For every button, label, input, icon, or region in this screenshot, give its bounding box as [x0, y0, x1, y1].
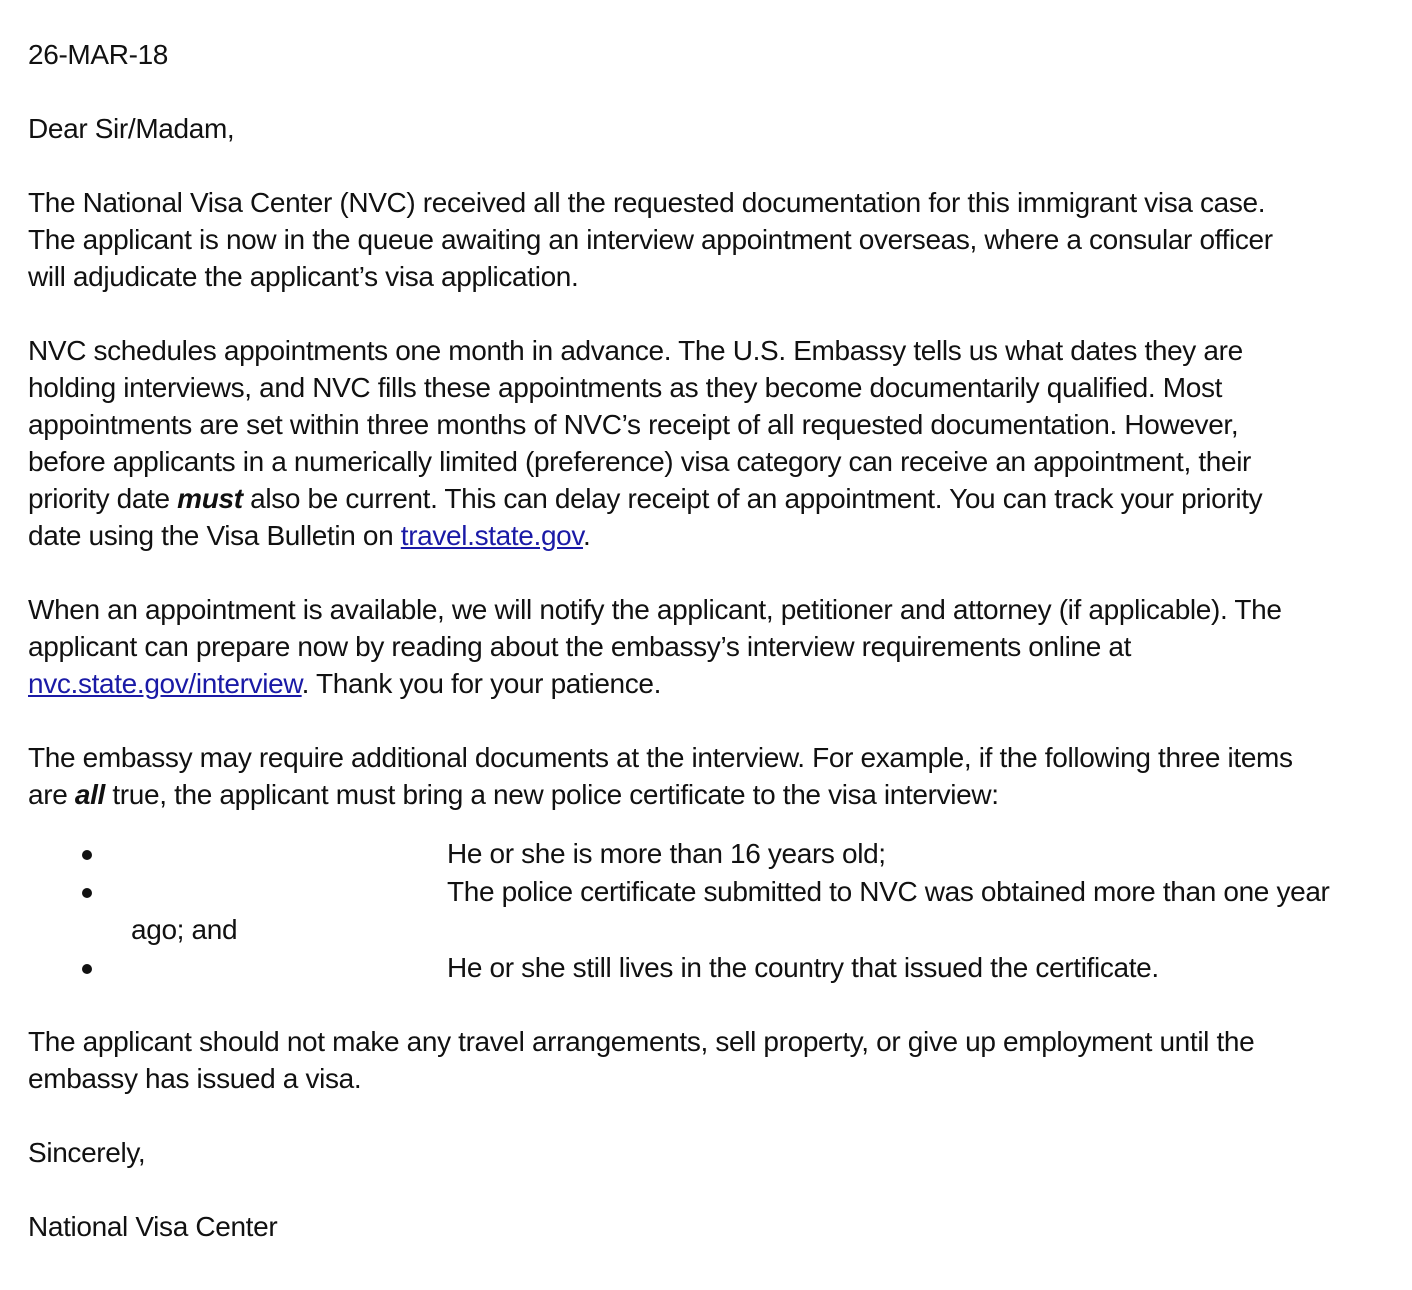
emphasis-all: all: [74, 779, 105, 810]
paragraph-line: The embassy may require additional documents at the interview. For example, if the following three items: [28, 742, 1293, 773]
list-item-text: The police certificate submitted to NVC was obtained more than one year: [447, 876, 1330, 907]
bullet-icon: [82, 850, 92, 860]
paragraph-line: [28, 665, 1404, 702]
letter-closing: Sincerely,: [28, 1137, 146, 1168]
paragraph-line: will adjudicate the applicant’s visa application.: [28, 261, 579, 292]
paragraph-line: The applicant is now in the queue awaiting an interview appointment overseas, where a consular officer: [28, 224, 1273, 255]
paragraph-line: applicant can prepare now by reading about the embassy’s interview requirements online at: [28, 631, 1132, 662]
paragraph-line: embassy has issued a visa.: [28, 1063, 362, 1094]
paragraph-line: NVC schedules appointments one month in advance. The U.S. Embassy tells us what dates they are: [28, 335, 1243, 366]
emphasis-must: must: [177, 483, 243, 514]
paragraph-line: When an appointment is available, we will notify the applicant, petitioner and attorney (if applicable). The: [28, 594, 1282, 625]
list-item-continuation: ago; and: [131, 914, 238, 945]
text-segment: date using the Visa Bulletin on: [28, 520, 401, 551]
paragraph-line: before applicants in a numerically limited (preference) visa category can receive an appointment, their: [28, 446, 1252, 477]
list-item: [28, 949, 1404, 987]
nvc-interview-link[interactable]: nvc.state.gov/interview: [28, 668, 302, 699]
paragraph-notification: [28, 591, 1404, 702]
paragraph-line: The applicant should not make any travel arrangements, sell property, or give up employment until the: [28, 1026, 1255, 1057]
letter-page: [28, 36, 1404, 1245]
list-item-text: He or she still lives in the country that issued the certificate.: [447, 952, 1159, 983]
paragraph-scheduling: [28, 332, 1404, 554]
bullet-icon: [82, 888, 92, 898]
list-item: [28, 873, 1404, 949]
paragraph-line: appointments are set within three months of NVC’s receipt of all requested documentation. However,: [28, 409, 1239, 440]
bullet-icon: [82, 964, 92, 974]
list-item-text: He or she is more than 16 years old;: [447, 838, 886, 869]
police-certificate-conditions-list: [28, 835, 1404, 987]
letter-greeting: Dear Sir/Madam,: [28, 113, 235, 144]
letter-signature: National Visa Center: [28, 1211, 278, 1242]
list-item: [28, 835, 1404, 873]
paragraph-line: holding interviews, and NVC fills these appointments as they become documentarily qualified. Most: [28, 372, 1223, 403]
text-segment: priority date: [28, 483, 178, 514]
text-segment: also be current. This can delay receipt of an appointment. You can track your priority: [242, 483, 1263, 514]
paragraph-additional-documents: [28, 739, 1404, 813]
text-segment: . Thank you for your patience.: [301, 668, 662, 699]
paragraph-line: [28, 517, 1404, 554]
paragraph-line: [28, 480, 1404, 517]
paragraph-line: The National Visa Center (NVC) received all the requested documentation for this immigrant visa case.: [28, 187, 1266, 218]
paragraph-documents-received: [28, 184, 1404, 295]
letter-date: 26-MAR-18: [28, 39, 169, 70]
paragraph-travel-warning: [28, 1023, 1404, 1097]
travel-state-gov-link[interactable]: travel.state.gov: [400, 520, 583, 551]
text-segment: true, the applicant must bring a new police certificate to the visa interview:: [104, 779, 999, 810]
paragraph-line: [28, 776, 1404, 813]
text-segment: .: [582, 520, 591, 551]
text-segment: are: [28, 779, 75, 810]
